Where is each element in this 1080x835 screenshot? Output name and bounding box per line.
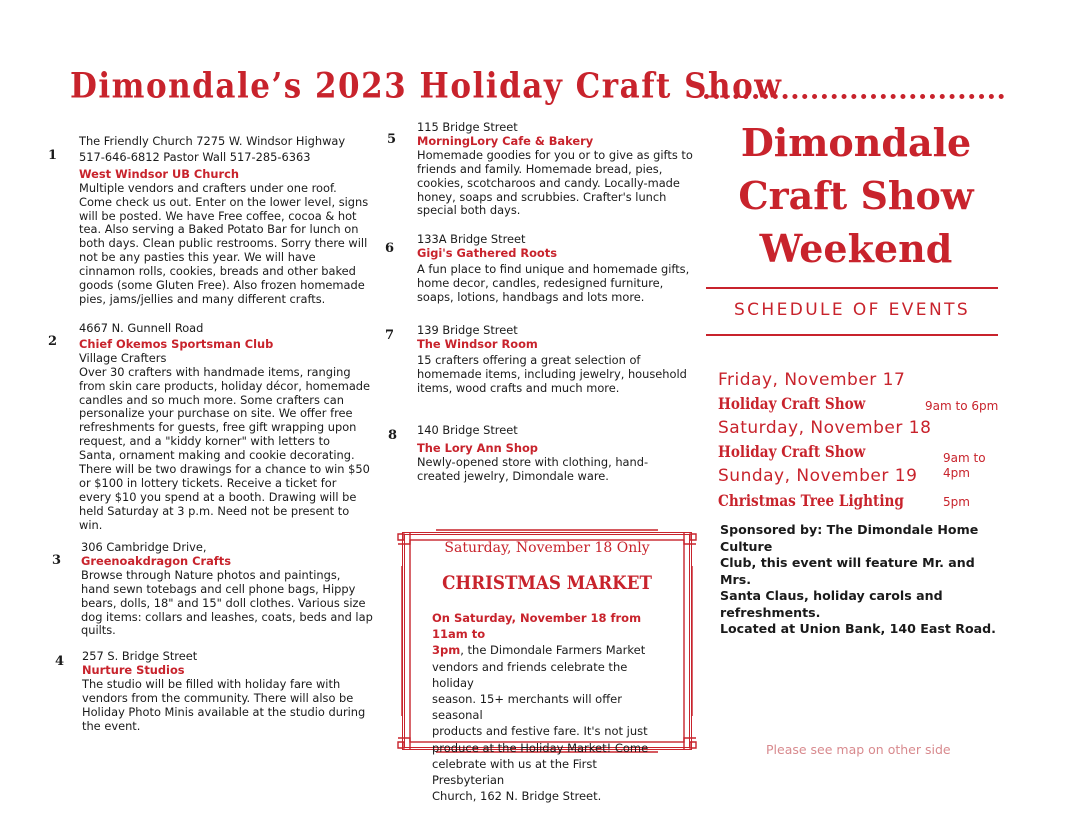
entry-address: The Friendly Church 7275 W. Windsor Highway bbox=[79, 134, 346, 148]
schedule-day-saturday: Saturday, November 18 bbox=[718, 418, 932, 438]
schedule-day-sunday: Sunday, November 19 bbox=[718, 466, 918, 486]
entry-address: 139 Bridge Street bbox=[417, 323, 518, 337]
page-title: Dimondale’s 2023 Holiday Craft Show bbox=[70, 66, 783, 107]
schedule-event: Christmas Tree Lighting bbox=[718, 491, 904, 510]
entry-number: 7 bbox=[385, 328, 395, 343]
entry-name: Gigi's Gathered Roots bbox=[417, 245, 557, 260]
entry-number: 5 bbox=[387, 132, 397, 147]
entry-address: 4667 N. Gunnell Road bbox=[79, 321, 204, 335]
entry-description: A fun place to find unique and homemade gifts, home decor, candles, redesigned furniture, soaps, lotions, handbags and lots more. bbox=[417, 261, 690, 304]
entry-description: Newly-opened store with clothing, hand- created jewelry, Dimondale ware. bbox=[417, 454, 649, 483]
entry-description: The studio will be filled with holiday fare with vendors from the community. There will also be Holiday Photo Minis available at the studio during the event. bbox=[82, 676, 366, 733]
entry-7 bbox=[417, 324, 697, 396]
entry-number: 2 bbox=[48, 334, 58, 349]
entry-address: 140 Bridge Street bbox=[417, 423, 518, 437]
entry-name: The Lory Ann Shop bbox=[417, 440, 538, 455]
entry-3 bbox=[81, 541, 381, 638]
entry-6 bbox=[417, 233, 697, 305]
entry-name: The Windsor Room bbox=[417, 336, 538, 351]
entry-number: 6 bbox=[385, 241, 395, 256]
map-note: Please see map on other side bbox=[766, 742, 951, 757]
entry-description: 15 crafters offering a great selection of homemade items, including jewelry, household items, wood crafts and much more. bbox=[417, 352, 687, 395]
weekend-heading: Dimondale Craft Show Weekend bbox=[738, 120, 974, 271]
entry-name: Nurture Studios bbox=[82, 662, 185, 677]
schedule-day-friday: Friday, November 17 bbox=[718, 370, 906, 390]
entry-5 bbox=[417, 121, 697, 218]
schedule-heading: SCHEDULE OF EVENTS bbox=[733, 300, 971, 320]
entry-number: 1 bbox=[48, 148, 58, 163]
entry-description: Multiple vendors and crafters under one roof. Come check us out. Enter on the lower level, signs will be posted. We have Free coffee, cocoa & hot tea. Also serving a Baked Potato Bar for lunch on both days. Clean public restrooms. Sorry there will not be any pasties this year. We will have cinnamon rolls, cookies, breads and other baked goods (some Gluten Free). Also frozen homemade pies, jams/jellies and many different crafts. bbox=[79, 180, 369, 306]
schedule-time: 9am to 6pm bbox=[925, 399, 999, 413]
market-description: On Saturday, November 18 from 11am to 3pm, the Dimondale Farmers Market vendors and friends celebrate the holiday season. 15+ merchants will offer seasonal products and festive fare. It's not just produce at the Holiday Market! Come celebrate with us at the First Presbyterian Church, 162 N. Bridge Street. bbox=[432, 611, 649, 804]
market-subtitle: Saturday, November 18 Only bbox=[444, 540, 650, 556]
divider bbox=[706, 287, 998, 289]
schedule-time: 5pm bbox=[943, 495, 970, 509]
entry-1 bbox=[79, 135, 379, 307]
entry-number: 8 bbox=[388, 428, 398, 443]
entry-8 bbox=[417, 424, 697, 484]
entry-name: West Windsor UB Church bbox=[79, 166, 239, 181]
entry-phone: 517-646-6812 Pastor Wall 517-285-6363 bbox=[79, 149, 311, 164]
entry-4 bbox=[82, 650, 382, 733]
entry-name: Greenoakdragon Crafts bbox=[81, 553, 231, 568]
entry-name: Chief Okemos Sportsman Club bbox=[79, 336, 274, 351]
entry-2 bbox=[79, 322, 379, 533]
entry-address: 306 Cambridge Drive, bbox=[81, 540, 207, 554]
christmas-market-box bbox=[396, 526, 698, 804]
entry-name: MorningLory Cafe & Bakery bbox=[417, 133, 594, 148]
market-title: CHRISTMAS MARKET bbox=[442, 572, 652, 594]
entry-address: 133A Bridge Street bbox=[417, 232, 526, 246]
schedule-time: 9am to bbox=[943, 451, 986, 465]
sponsor-note: Sponsored by: The Dimondale Home Culture Club, this event will feature Mr. and Mrs. Santa Claus, holiday carols and refreshments. Located at Union Bank, 140 East Road. bbox=[720, 522, 996, 636]
entry-description: Village Crafters Over 30 crafters with handmade items, ranging from skin care products, holiday décor, homemade candles and so much more. Some crafters can personalize your purchase on site. We offer free refreshments for guests, free gift wrapping upon request, and a "kiddy korner" with letters to Santa, ornament making and cookie decorating. There will be two drawings for a chance to win $50 or $100 in lottery tickets. Receive a ticket for every $10 you spend at a booth. Drawing will be held Saturday at 3 p.m. Need not be present to win. bbox=[79, 350, 371, 532]
entry-description: Homemade goodies for you or to give as gifts to friends and family. Homemade bread, pies, cookies, scotcharoos and candy. Locally-made honey, soaps and scrubbies. Crafter's lunch special both days. bbox=[417, 147, 693, 218]
entry-number: 3 bbox=[52, 553, 62, 568]
schedule-event: Holiday Craft Show bbox=[718, 394, 866, 413]
entry-number: 4 bbox=[55, 654, 65, 669]
schedule-event: Holiday Craft Show bbox=[718, 442, 866, 461]
entry-address: 115 Bridge Street bbox=[417, 120, 518, 134]
dotted-divider bbox=[704, 94, 1004, 99]
entry-address: 257 S. Bridge Street bbox=[82, 649, 198, 663]
schedule-time: 4pm bbox=[943, 466, 970, 480]
entry-description: Browse through Nature photos and paintings, hand sewn totebags and cell phone bags, Hippy bears, dolls, 18" and 15" doll clothes. Various size dog items: collars and leashes, coats, beds and lap quilts. bbox=[81, 567, 373, 638]
divider bbox=[706, 334, 998, 336]
